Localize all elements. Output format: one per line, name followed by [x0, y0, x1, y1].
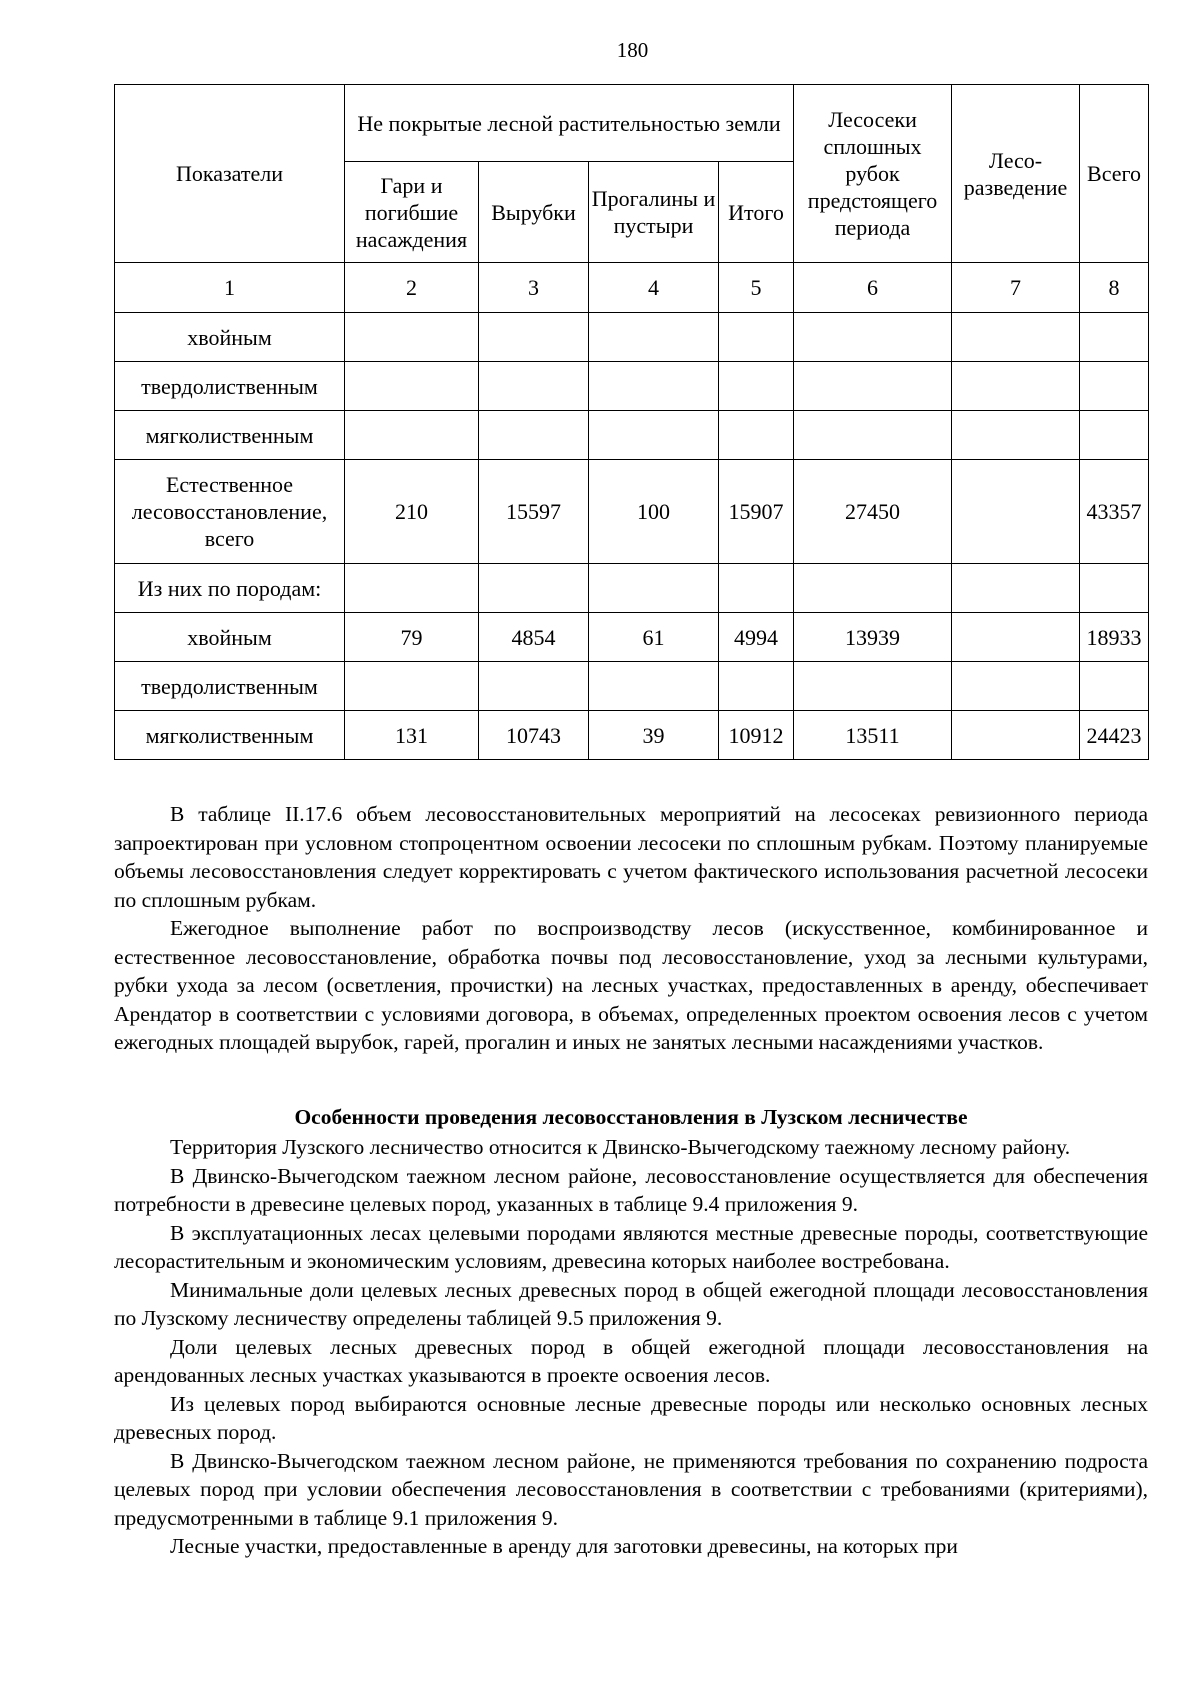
paragraph: В эксплуатационных лесах целевыми породами являются местные древесные породы, соответствующие лесорастительным и экономическим условиям, древесина которых наиболее востребована. — [114, 1220, 1148, 1273]
table-row — [115, 460, 1149, 564]
table-cell: 39 — [589, 711, 719, 760]
table-cell — [952, 711, 1080, 760]
table-cell — [345, 564, 479, 613]
table-cell — [479, 362, 589, 411]
header-glades: Прогалины и пустыри — [589, 162, 719, 263]
table-cell — [345, 411, 479, 460]
body-text-block-1 — [114, 800, 1148, 1057]
table-cell — [794, 362, 952, 411]
table-row — [115, 613, 1149, 662]
header-afforestation: Лесо-разведение — [952, 85, 1080, 263]
table-cell — [719, 362, 794, 411]
paragraph: В Двинско-Вычегодском таежном лесном районе, лесовосстановление осуществляется для обеспечения потребности в древесине целевых пород, указанных в таблице 9.4 приложения 9. — [114, 1163, 1148, 1216]
row-label: Из них по породам: — [115, 564, 345, 613]
row-label: мягколиственным — [115, 411, 345, 460]
row-label: твердолиственным — [115, 362, 345, 411]
table-cell: 15597 — [479, 460, 589, 564]
table-cell: 13939 — [794, 613, 952, 662]
table-cell — [952, 362, 1080, 411]
header-indicators: Показатели — [115, 85, 345, 263]
column-number: 6 — [794, 263, 952, 313]
paragraph: Лесные участки, предоставленные в аренду для заготовки древесины, на которых при — [170, 1534, 958, 1558]
table-cell — [479, 662, 589, 711]
page-number: 180 — [616, 38, 649, 62]
table-cell — [479, 564, 589, 613]
column-number: 8 — [1080, 263, 1149, 313]
body-text-block-2 — [114, 1133, 1148, 1561]
table-row — [115, 564, 1149, 613]
table-cell: 43357 — [1080, 460, 1149, 564]
table-row — [115, 711, 1149, 760]
table-cell — [952, 460, 1080, 564]
row-label: хвойным — [115, 313, 345, 362]
column-number: 5 — [719, 263, 794, 313]
table-cell: 24423 — [1080, 711, 1149, 760]
table-cell — [1080, 564, 1149, 613]
paragraph: Ежегодное выполнение работ по воспроизводству лесов (искусственное, комбинированное и естественное лесовосстановление, обработка почвы под лесовосстановление, уход за лесными культурами, рубки ухода за лесом (осветления, прочистки) на лесных участках, предоставленных в аренду, обеспечивает Арендатор в соответствии с условиями договора, в объемах, определенных проектом освоения лесов с учетом ежегодных площадей вырубок, гарей, прогалин и иных не занятых лесными насаждениями участков. — [114, 916, 1148, 1054]
column-number: 3 — [479, 263, 589, 313]
table-cell: 210 — [345, 460, 479, 564]
column-number: 2 — [345, 263, 479, 313]
table-row — [115, 411, 1149, 460]
table-header-row — [115, 85, 1149, 162]
table-cell — [589, 564, 719, 613]
table-cell — [345, 662, 479, 711]
table-cell: 4854 — [479, 613, 589, 662]
table-cell: 100 — [589, 460, 719, 564]
table-cell — [719, 564, 794, 613]
paragraph: В Двинско-Вычегодском таежном лесном районе, не применяются требования по сохранению подроста целевых пород при условии обеспечения лесовосстановления в соответствии с требованиями (критериями), предусмотренными в таблице 9.1 приложения 9. — [114, 1448, 1148, 1530]
table-cell — [794, 564, 952, 613]
paragraph: Доли целевых лесных древесных пород в общей ежегодной площади лесовосстановления на арендованных лесных участках указываются в проекте освоения лесов. — [114, 1334, 1148, 1387]
row-label: твердолиственным — [115, 662, 345, 711]
column-number-row — [115, 263, 1149, 313]
table-cell: 13511 — [794, 711, 952, 760]
table-cell — [952, 313, 1080, 362]
table-cell — [1080, 313, 1149, 362]
column-number: 4 — [589, 263, 719, 313]
table-cell — [589, 362, 719, 411]
table-cell: 18933 — [1080, 613, 1149, 662]
table-cell — [1080, 362, 1149, 411]
table-cell: 61 — [589, 613, 719, 662]
header-clearcuts: Вырубки — [479, 162, 589, 263]
table-cell — [794, 411, 952, 460]
paragraph: Из целевых пород выбираются основные лесные древесные породы или несколько основных лесных древесных пород. — [114, 1391, 1148, 1444]
table-cell — [479, 313, 589, 362]
row-label: хвойным — [115, 613, 345, 662]
table-cell — [589, 411, 719, 460]
paragraph: Территория Лузского лесничество относится к Двинско-Вычегодскому таежному лесному району. — [170, 1135, 1071, 1159]
table-cell: 27450 — [794, 460, 952, 564]
table-cell — [794, 662, 952, 711]
column-number: 1 — [115, 263, 345, 313]
table-cell — [952, 564, 1080, 613]
table-cell — [345, 362, 479, 411]
paragraph: В таблице II.17.6 объем лесовосстановительных мероприятий на лесосеках ревизионного периода запроектирован при условном стопроцентном освоении лесосеки по сплошным рубкам. Поэтому планируемые объемы лесовосстановления следует корректировать с учетом фактического использования расчетной лесосеки по сплошным рубкам. — [114, 802, 1148, 912]
forest-restoration-table — [114, 84, 1149, 760]
table-cell: 10912 — [719, 711, 794, 760]
table-cell — [345, 313, 479, 362]
paragraph: Минимальные доли целевых лесных древесных пород в общей ежегодной площади лесовосстановления по Лузскому лесничеству определены таблицей 9.5 приложения 9. — [114, 1277, 1148, 1330]
header-cutting-areas: Лесосеки сплошных рубок предстоящего периода — [794, 85, 952, 263]
table-row — [115, 313, 1149, 362]
header-burned: Гари и погибшие насаждения — [345, 162, 479, 263]
table-cell — [479, 411, 589, 460]
table-cell: 15907 — [719, 460, 794, 564]
header-total: Всего — [1080, 85, 1149, 263]
table-cell: 131 — [345, 711, 479, 760]
row-label: Естественное лесовосстановление, всего — [115, 460, 345, 564]
table-cell — [1080, 411, 1149, 460]
table-cell — [719, 662, 794, 711]
table-cell — [952, 411, 1080, 460]
table-cell — [589, 313, 719, 362]
table-cell — [719, 411, 794, 460]
table-cell: 10743 — [479, 711, 589, 760]
row-label: мягколиственным — [115, 711, 345, 760]
table-cell — [794, 313, 952, 362]
table-cell — [719, 313, 794, 362]
header-group-not-covered: Не покрытые лесной растительностью земли — [345, 85, 794, 162]
table-row — [115, 362, 1149, 411]
table-cell: 79 — [345, 613, 479, 662]
table-cell — [589, 662, 719, 711]
table-cell — [952, 613, 1080, 662]
table-cell — [952, 662, 1080, 711]
table-row — [115, 662, 1149, 711]
column-number: 7 — [952, 263, 1080, 313]
header-total-group: Итого — [719, 162, 794, 263]
section-title: Особенности проведения лесовосстановления в Лузском лесничестве — [294, 1105, 968, 1129]
table-cell — [1080, 662, 1149, 711]
table-cell: 4994 — [719, 613, 794, 662]
